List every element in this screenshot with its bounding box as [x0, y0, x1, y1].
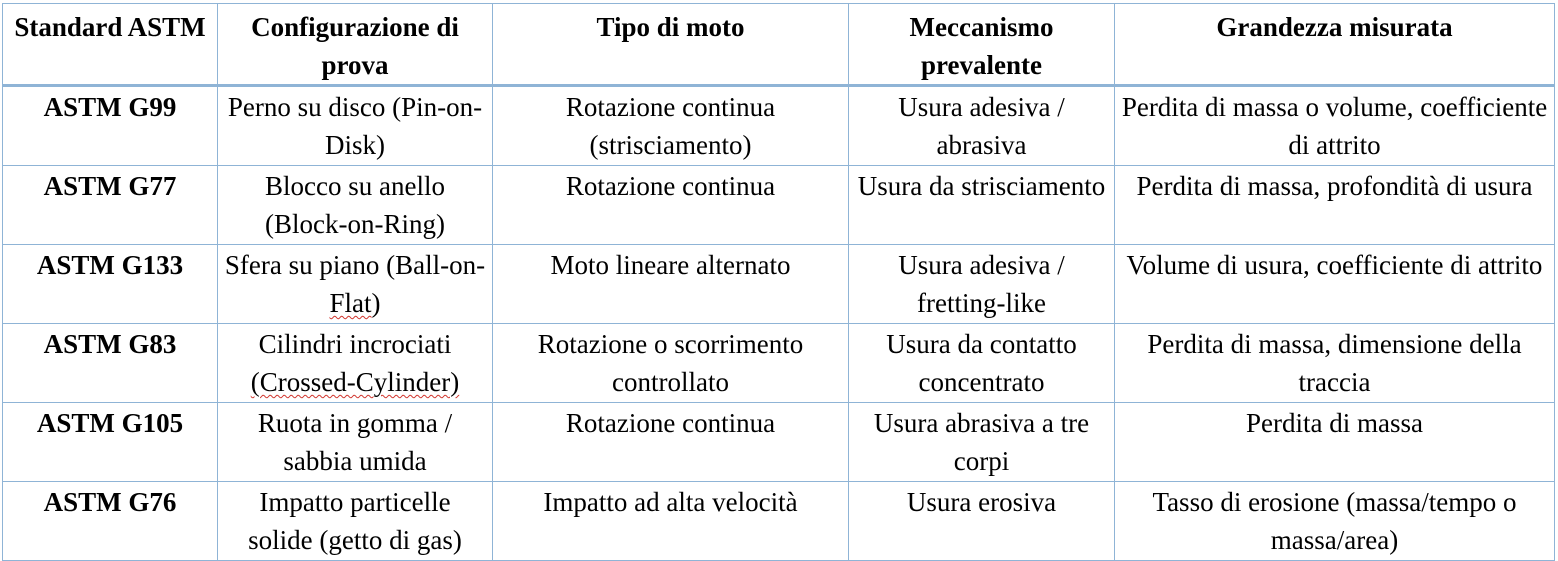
table-row [3, 86, 1555, 166]
cell-standard: ASTM G77 [3, 166, 218, 245]
cell-tipo-moto: Moto lineare alternato [493, 245, 849, 324]
table-row [3, 245, 1555, 324]
cell-grandezza: Perdita di massa, profondità di usura [1115, 166, 1555, 245]
table-row [3, 403, 1555, 482]
config-text-end: ) [371, 288, 381, 318]
cell-tipo-moto: Impatto ad alta velocità [493, 482, 849, 561]
cell-meccanismo: Usura adesiva / abrasiva [849, 86, 1115, 166]
cell-standard: ASTM G105 [3, 403, 218, 482]
cell-meccanismo: Usura erosiva [849, 482, 1115, 561]
table-header-row [3, 4, 1555, 86]
cell-configurazione: Blocco su anello (Block-on-Ring) [218, 166, 493, 245]
cell-configurazione: Impatto particelle solide (getto di gas) [218, 482, 493, 561]
cell-meccanismo: Usura adesiva / fretting-like [849, 245, 1115, 324]
cell-meccanismo: Usura da strisciamento [849, 166, 1115, 245]
cell-tipo-moto: Rotazione continua [493, 403, 849, 482]
cell-tipo-moto: Rotazione o scorrimento controllato [493, 324, 849, 403]
cell-grandezza: Perdita di massa, dimensione della traccia [1115, 324, 1555, 403]
cell-tipo-moto: Rotazione continua [493, 166, 849, 245]
cell-grandezza: Volume di usura, coefficiente di attrito [1115, 245, 1555, 324]
cell-configurazione: Ruota in gomma / sabbia umida [218, 403, 493, 482]
header-tipo-moto: Tipo di moto [493, 4, 849, 86]
spellcheck-underlined-word: Flat [329, 288, 372, 318]
cell-tipo-moto: Rotazione continua (strisciamento) [493, 86, 849, 166]
config-text: Cilindri incrociati [258, 329, 452, 359]
header-grandezza: Grandezza misurata [1115, 4, 1555, 86]
cell-grandezza: Perdita di massa [1115, 403, 1555, 482]
header-meccanismo: Meccanismo prevalente [849, 4, 1115, 86]
table-row [3, 482, 1555, 561]
config-text: Sfera su piano (Ball-on- [224, 250, 486, 280]
cell-standard: ASTM G99 [3, 86, 218, 166]
cell-configurazione: Perno su disco (Pin-on-Disk) [218, 86, 493, 166]
astm-standards-table [2, 3, 1555, 561]
cell-grandezza: Tasso di erosione (massa/tempo o massa/area) [1115, 482, 1555, 561]
header-standard: Standard ASTM [3, 4, 218, 86]
table-row [3, 166, 1555, 245]
cell-configurazione [218, 324, 493, 403]
header-configurazione: Configurazione di prova [218, 4, 493, 86]
cell-standard: ASTM G76 [3, 482, 218, 561]
cell-standard: ASTM G133 [3, 245, 218, 324]
cell-configurazione [218, 245, 493, 324]
table-row [3, 324, 1555, 403]
cell-standard: ASTM G83 [3, 324, 218, 403]
cell-grandezza: Perdita di massa o volume, coefficiente di attrito [1115, 86, 1555, 166]
cell-meccanismo: Usura da contatto concentrato [849, 324, 1115, 403]
cell-meccanismo: Usura abrasiva a tre corpi [849, 403, 1115, 482]
spellcheck-underlined-word: (Crossed-Cylinder) [250, 367, 460, 397]
